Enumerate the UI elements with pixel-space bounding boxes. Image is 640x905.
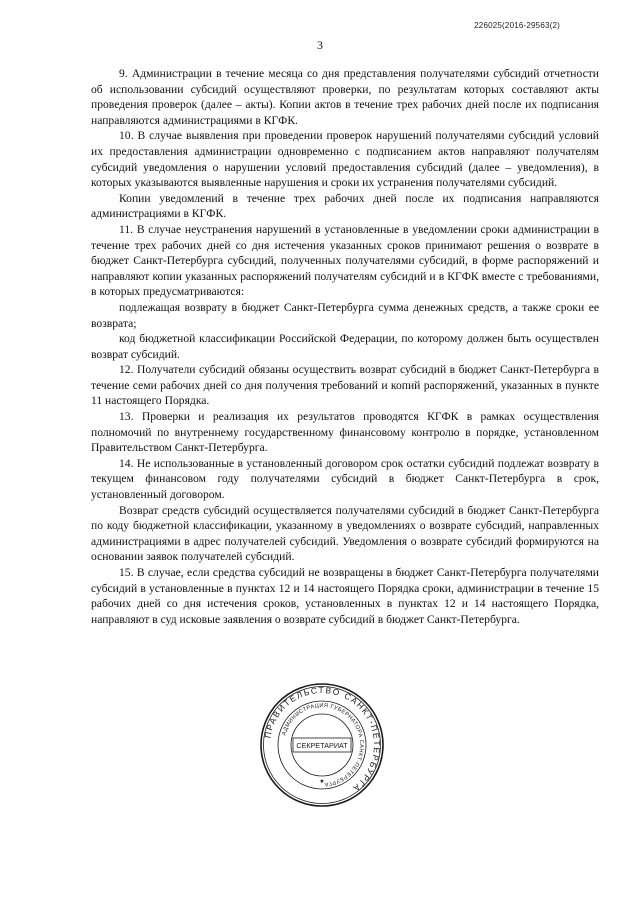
seal-star-icon: ★ [319, 779, 325, 785]
paragraph-12: 12. Получатели субсидий обязаны осуществить возврат субсидий в бюджет Санкт-Петербурга в течение семи рабочих дней со дня получения требований и копий распоряжений, указанных в пункте 11 настоящего Порядка. [91, 363, 599, 408]
paragraph-14-refund: Возврат средств субсидий осуществляется получателями субсидий в бюджет Санкт-Петербурга по коду бюджетной классификации, указанному в уведомлениях о возврате субсидий, направленных администрациями в адрес получателей субсидий. Уведомления о возврате субсидий формируются на основании заявок получателей субсидий. [91, 503, 599, 564]
paragraph-11-amount: подлежащая возврату в бюджет Санкт-Петербурга сумма денежных средств, а также сроки ее возврата; [91, 300, 599, 330]
paragraph-13: 13. Проверки и реализация их результатов проводятся КГФК в рамках осуществления полномочий по внутреннему государственному финансовому контролю в порядке, установленном Правительством Санкт-Петербурга. [91, 410, 599, 455]
official-seal [259, 682, 385, 808]
paragraph-14: 14. Не использованные в установленный договором срок остатки субсидий подлежат возврату в текущем финансовом году получателями субсидий в бюджет Санкт-Петербурга в срок, установленный договором. [91, 456, 599, 502]
page-number: 3 [317, 38, 323, 52]
paragraph-11: 11. В случае неустранения нарушений в установленные в уведомлении сроки администрации в течение трех рабочих дней со дня истечения указанных сроков принимают решения о возврате в бюджет Санкт-Петербурга субсидий, полученных получателями субсидий, в форме распоряжений и направляют копии указанных распоряжений получателям субсидий и в КГФК вместе с требованиями, в которых предусматриваются: [91, 222, 599, 299]
paragraph-11-code: код бюджетной классификации Российской Федерации, по которому должен быть осуществлен возврат субсидий. [91, 332, 599, 361]
seal-center-text: СЕКРЕТАРИАТ [296, 741, 348, 750]
paragraph-9: 9. Администрации в течение месяца со дня представления получателями субсидий отчетности об использовании субсидий осуществляют проверки, по результатам которых составляют акты проведения проверок (далее – акты). Копии актов в течение трех рабочих дней после их подписания направляются администрациями в КГФК. [91, 67, 599, 127]
seal-outer-text: ПРАВИТЕЛЬСТВО САНКТ-ПЕТЕРБУРГА [262, 684, 383, 795]
document-body [91, 66, 599, 627]
paragraph-15: 15. В случае, если средства субсидий не возвращены в бюджет Санкт-Петербурга получателями субсидий в установленные в пунктах 12 и 14 настоящего Порядка сроки, администрации в течение 15 рабочих дней со дня истечения сроков, установленных в пунктах 12 и 14 настоящего Порядка, направляют в суд исковые заявления о возврате субсидий в бюджет Санкт-Петербурга. [91, 566, 599, 626]
document-id: 226025(2016-29563(2) [474, 21, 560, 30]
seal-inner-text: АДМИНИСТРАЦИЯ ГУБЕРНАТОРА САНКТ-ПЕТЕРБУРГА [281, 702, 365, 787]
paragraph-10-copies: Копии уведомлений в течение трех рабочих дней после их подписания направляются администрациями в КГФК. [91, 191, 599, 221]
paragraph-10: 10. В случае выявления при проведении проверок нарушений получателями субсидий условий их предоставления администрации одновременно с подписанием актов направляют получателям субсидий уведомления о нарушении условий предоставления субсидий (далее – уведомления), в которых указываются выявленные нарушения и сроки их устранения получателями субсидий. [91, 129, 599, 190]
